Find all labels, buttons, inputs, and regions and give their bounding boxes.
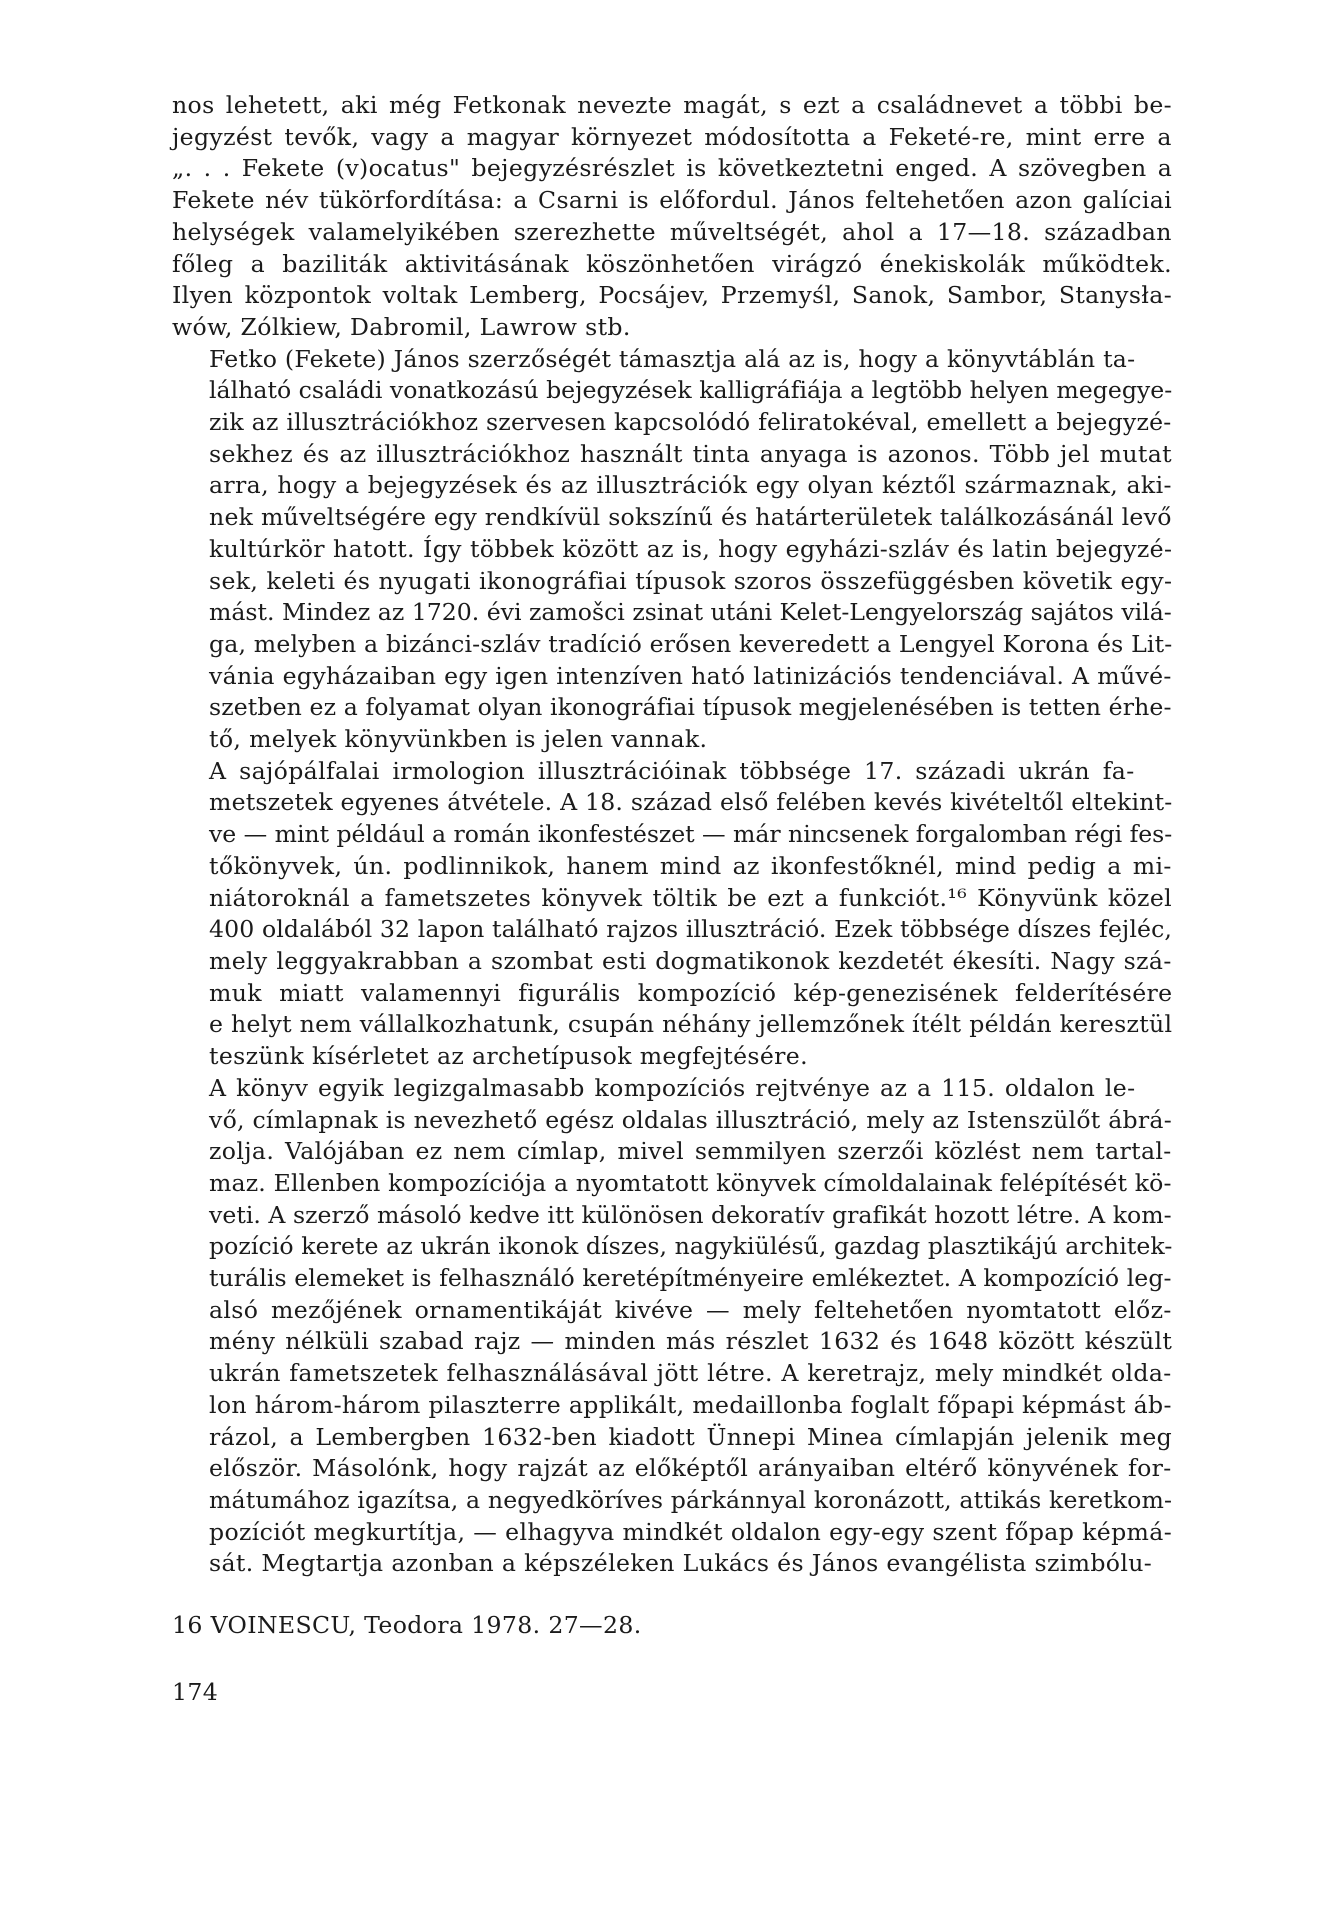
text-line: veti. A szerző másoló kedve itt különösen dekoratív grafikát hozott létre. A kom- — [209, 1200, 1172, 1229]
text-line: tő, melyek könyvünkben is jelen vannak. — [209, 725, 708, 754]
paragraph — [172, 90, 1172, 344]
text-line: ve — mint például a román ikonfestészet — már nincsenek forgalomban régi fes- — [209, 820, 1173, 849]
text-line: „. . . Fekete (v)ocatus" bejegyzésrészlet is következtetni enged. A szövegben a — [172, 154, 1173, 183]
text-line: zolja. Valójában ez nem címlap, mivel semmilyen szerzői közlést nem tartal- — [209, 1137, 1172, 1166]
text-line: mely leggyakrabban a szombat esti dogmatikonok kezdetét ékesíti. Nagy szá- — [209, 946, 1172, 975]
text-line: mást. Mindez az 1720. évi zamošci zsinat utáni Kelet-Lengyelország sajátos vilá- — [209, 598, 1172, 627]
text-line: zik az illusztrációkhoz szervesen kapcsolódó feliratokéval, emellett a bejegyzé- — [209, 408, 1172, 437]
text-line: arra, hogy a bejegyzések és az illusztrációk egy olyan kéztől származnak, aki- — [209, 471, 1172, 500]
text-line: mátumához igazítsa, a negyedköríves párkánnyal koronázott, attikás keretkom- — [209, 1485, 1173, 1514]
text-line: sát. Megtartja azonban a képszéleken Lukács és János evangélista szimbólu- — [209, 1549, 1153, 1578]
footnote-16: 16 VOINESCU, Teodora 1978. 27—28. — [172, 1611, 642, 1639]
text-line: Fekete név tükörfordítása: a Csarni is előfordul. János feltehetően azon galíciai — [172, 186, 1173, 215]
text-line: tőkönyvek, ún. podlinnikok, hanem mind az ikonfestőknél, mind pedig a mi- — [209, 851, 1172, 880]
text-line: 400 oldalából 32 lapon található rajzos illusztráció. Ezek többsége díszes fejléc, — [209, 915, 1172, 944]
text-line: mény nélküli szabad rajz — minden más részlet 1632 és 1648 között készült — [209, 1327, 1173, 1356]
text-line: maz. Ellenben kompozíciója a nyomtatott könyvek címoldalainak felépítését kö- — [209, 1168, 1172, 1197]
text-line: jegyzést tevők, vagy a magyar környezet módosította a Feketé-re, mint erre a — [172, 122, 1172, 151]
text-line: helységek valamelyikében szerezhette műveltségét, ahol a 17—18. században — [172, 217, 1172, 246]
paragraph — [172, 344, 1172, 756]
text-line: először. Másolónk, hogy rajzát az előképtől arányaiban eltérő könyvének for- — [209, 1454, 1172, 1483]
text-line: ukrán fametszetek felhasználásával jött létre. A keretrajz, mely mindkét olda- — [209, 1359, 1172, 1388]
text-line: A sajópálfalai irmologion illusztrációinak többsége 17. századi ukrán fa- — [209, 756, 1135, 785]
body-text — [172, 90, 1172, 1580]
text-line: niátoroknál a fametszetes könyvek töltik be ezt a funkciót.¹⁶ Könyvünk közel — [209, 883, 1173, 912]
text-line: alsó mezőjének ornamentikáját kivéve — mely feltehetően nyomtatott előz- — [209, 1295, 1172, 1324]
text-line: szetben ez a folyamat olyan ikonográfiai típusok megjelenésében is tetten érhe- — [209, 693, 1172, 722]
text-line: kultúrkör hatott. Így többek között az is, hogy egyházi-szláv és latin bejegyzé- — [209, 534, 1173, 563]
paragraph — [172, 1073, 1172, 1580]
text-line: sekhez és az illusztrációkhoz használt tinta anyaga is azonos. Több jel mutat — [209, 439, 1172, 468]
text-line: nek műveltségére egy rendkívül sokszínű és határterületek találkozásánál levő — [209, 503, 1172, 532]
text-line: turális elemeket is felhasználó keretépítményeire emlékeztet. A kompozíció leg- — [209, 1264, 1172, 1293]
text-line: sek, keleti és nyugati ikonográfiai típusok szoros összefüggésben követik egy- — [209, 566, 1173, 595]
text-line: pozíciót megkurtítja, — elhagyva mindkét oldalon egy-egy szent főpap képmá- — [209, 1517, 1173, 1546]
text-line: főleg a baziliták aktivitásának köszönhetően virágzó énekiskolák működtek. — [172, 249, 1172, 278]
text-line: A könyv egyik legizgalmasabb kompozíciós rejtvénye az a 115. oldalon le- — [209, 1073, 1136, 1102]
text-line: lon három-három pilaszterre applikált, medaillonba foglalt főpapi képmást áb- — [209, 1390, 1172, 1419]
text-line: metszetek egyenes átvétele. A 18. század első felében kevés kivételtől eltekint- — [209, 788, 1173, 817]
text-line: rázol, a Lembergben 1632-ben kiadott Ünnepi Minea címlapján jelenik meg — [209, 1422, 1173, 1451]
text-line: Ilyen központok voltak Lemberg, Pocsájev, Przemyśl, Sanok, Sambor, Stanysła- — [172, 281, 1173, 310]
text-line: Fetko (Fekete) János szerzőségét támasztja alá az is, hogy a könyvtáblán ta- — [209, 344, 1136, 373]
text-line: ga, melyben a bizánci-szláv tradíció erősen keveredett a Lengyel Korona és Lit- — [209, 629, 1173, 658]
page-number: 174 — [172, 1678, 219, 1706]
text-line: nos lehetett, aki még Fetkonak nevezte magát, s ezt a családnevet a többi be- — [172, 91, 1172, 119]
text-line: pozíció kerete az ukrán ikonok díszes, nagykiülésű, gazdag plasztikájú architek- — [209, 1232, 1173, 1261]
text-line: vánia egyházaiban egy igen intenzíven ható latinizációs tendenciával. A művé- — [209, 661, 1172, 690]
text-line: muk miatt valamennyi figurális kompozíció kép-genezisének felderítésére — [209, 978, 1173, 1007]
text-line: vő, címlapnak is nevezhető egész oldalas illusztráció, mely az Istenszülőt ábrá- — [209, 1105, 1172, 1134]
text-line: wów, Zólkiew, Dabromil, Lawrow stb. — [172, 312, 631, 341]
text-line: teszünk kísérletet az archetípusok megfejtésére. — [209, 1042, 808, 1071]
text-line: e helyt nem vállalkozhatunk, csupán néhány jellemzőnek ítélt példán keresztül — [209, 1010, 1173, 1039]
paragraph — [172, 756, 1172, 1073]
text-line: lálható családi vonatkozású bejegyzések kalligráfiája a legtöbb helyen megegye- — [209, 376, 1173, 405]
